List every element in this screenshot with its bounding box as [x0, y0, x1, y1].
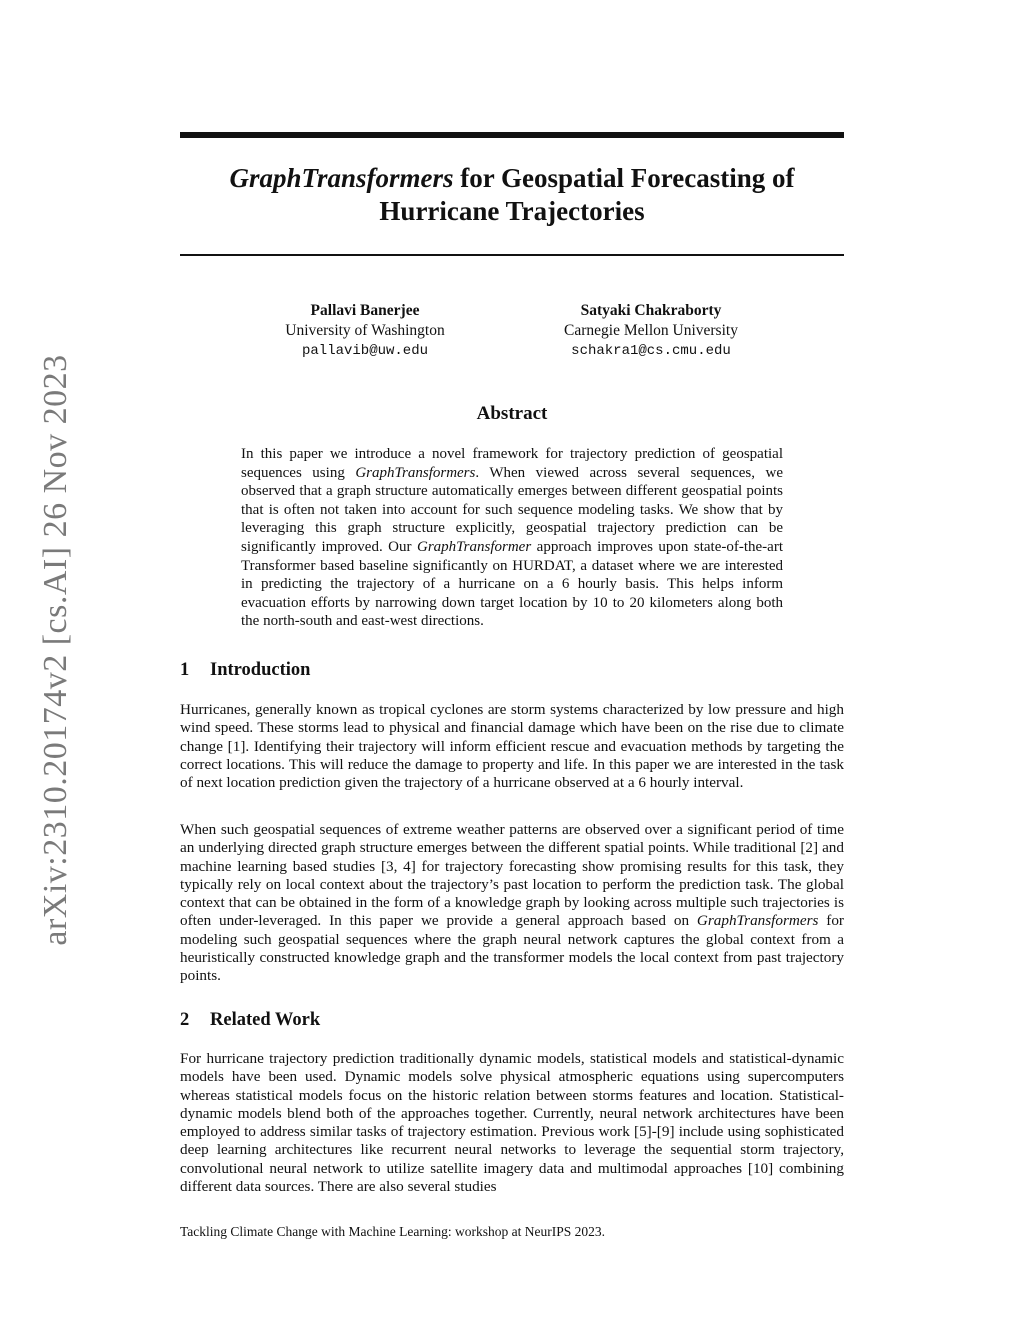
title-line2: Hurricane Trajectories: [379, 196, 645, 226]
author-email: pallavib@uw.edu: [301, 343, 429, 359]
section-title: Introduction: [210, 660, 311, 680]
section-number: 2: [180, 1010, 190, 1030]
abstract-emphasis: GraphTransformer: [416, 538, 532, 555]
author-email: schakra1@cs.cmu.edu: [571, 343, 731, 359]
author-name: Satyaki Chakraborty: [580, 302, 722, 319]
section-number: 1: [180, 660, 190, 680]
arxiv-identifier: arXiv:2310.20174v2 [cs.AI] 26 Nov 2023: [37, 354, 74, 946]
paragraph-segment: When such geospatial sequences of extreme weather patterns are observed over a significant period of time an underlying directed graph structure emerges between the different spatial points. While traditional [2] and machine learning based studies [3, 4] for trajectory forecasting show promising results for this task, they typically rely on local context about the trajectory’s past location to perform the prediction task. The global context that can be obtained in the form of a knowledge graph by looking across multiple such trajectories is often under-leveraged. In this paper we provide a general approach based on: [180, 821, 844, 930]
author-affiliation: Carnegie Mellon University: [564, 322, 738, 339]
section-title: Related Work: [210, 1010, 321, 1030]
footnote: Tackling Climate Change with Machine Learning: workshop at NeurIPS 2023.: [180, 1224, 605, 1239]
author-block: [240, 301, 490, 361]
intro-paragraph: Hurricanes, generally known as tropical cyclones are storm systems characterized by low pressure and high wind speed. These storms lead to physical and financial damage which have been on the rise due to climate change [1]. Identifying their trajectory will inform efficient rescue and evacuation methods by targeting the correct locations. This will reduce the damage to property and life. In this paper we are interested in the task of next location prediction given the trajectory of a hurricane observed at a 6 hourly interval.: [180, 701, 844, 792]
abstract-heading: Abstract: [476, 403, 548, 424]
author-affiliation: University of Washington: [285, 322, 445, 339]
abstract-emphasis: GraphTransformers: [355, 464, 476, 481]
title-top-rule: [180, 132, 844, 138]
paragraph-segment: for modeling such geospatial sequences where the graph neural network captures the global context from a heuristically constructed knowledge graph and the transformer models the local context from past trajectory points.: [180, 912, 844, 985]
section-heading-related-work: [180, 1010, 320, 1031]
abstract-text: [241, 445, 783, 631]
intro-paragraph: [180, 821, 844, 986]
abstract-segment: In this paper we introduce a novel framework for trajectory prediction of geospatial sequences using: [241, 446, 783, 481]
paragraph-emphasis: GraphTransformers: [696, 912, 819, 930]
related-work-paragraph: For hurricane trajectory prediction traditionally dynamic models, statistical models and statistical-dynamic models have been used. Dynamic models solve physical atmospheric equations using supercomputers whereas statistical models focus on the historic relation between storms features and location. Statistical-dynamic models blend both of the approaches together. Currently, neural network architectures have been employed to address similar tasks of trajectory estimation. Previous work [5]-[9] include using sophisticated deep learning architectures like recurrent neural networks to leverage the sequential storm trajectory, convolutional neural network to utilize satellite imagery data and multimodal approaches [10] combining different data sources. There are also several studies: [180, 1050, 844, 1196]
abstract-segment: approach improves upon state-of-the-art Transformer based baseline significantly on HURDAT, a dataset where we are interested in predicting the trajectory of a hurricane on a 6 hourly basis. This helps inform evacuation efforts by narrowing down target location by 10 to 20 kilometers along both the north-south and east-west directions.: [241, 538, 783, 630]
section-heading-introduction: [180, 660, 310, 681]
title-bottom-rule: [180, 254, 844, 256]
author-name: Pallavi Banerjee: [310, 302, 420, 319]
title-italic-part: GraphTransformers: [229, 163, 454, 193]
title-line1-rest: for Geospatial Forecasting of: [453, 163, 795, 193]
abstract-segment: . When viewed across several sequences, we observed that a graph structure automatically emerges between different geospatial points that is often not taken into account for such sequence modeling tasks. We show that by leveraging this graph structure explicitly, geospatial trajectory prediction can be significantly improved. Our: [241, 464, 783, 555]
author-block: [526, 301, 776, 361]
paper-title: [180, 162, 844, 228]
